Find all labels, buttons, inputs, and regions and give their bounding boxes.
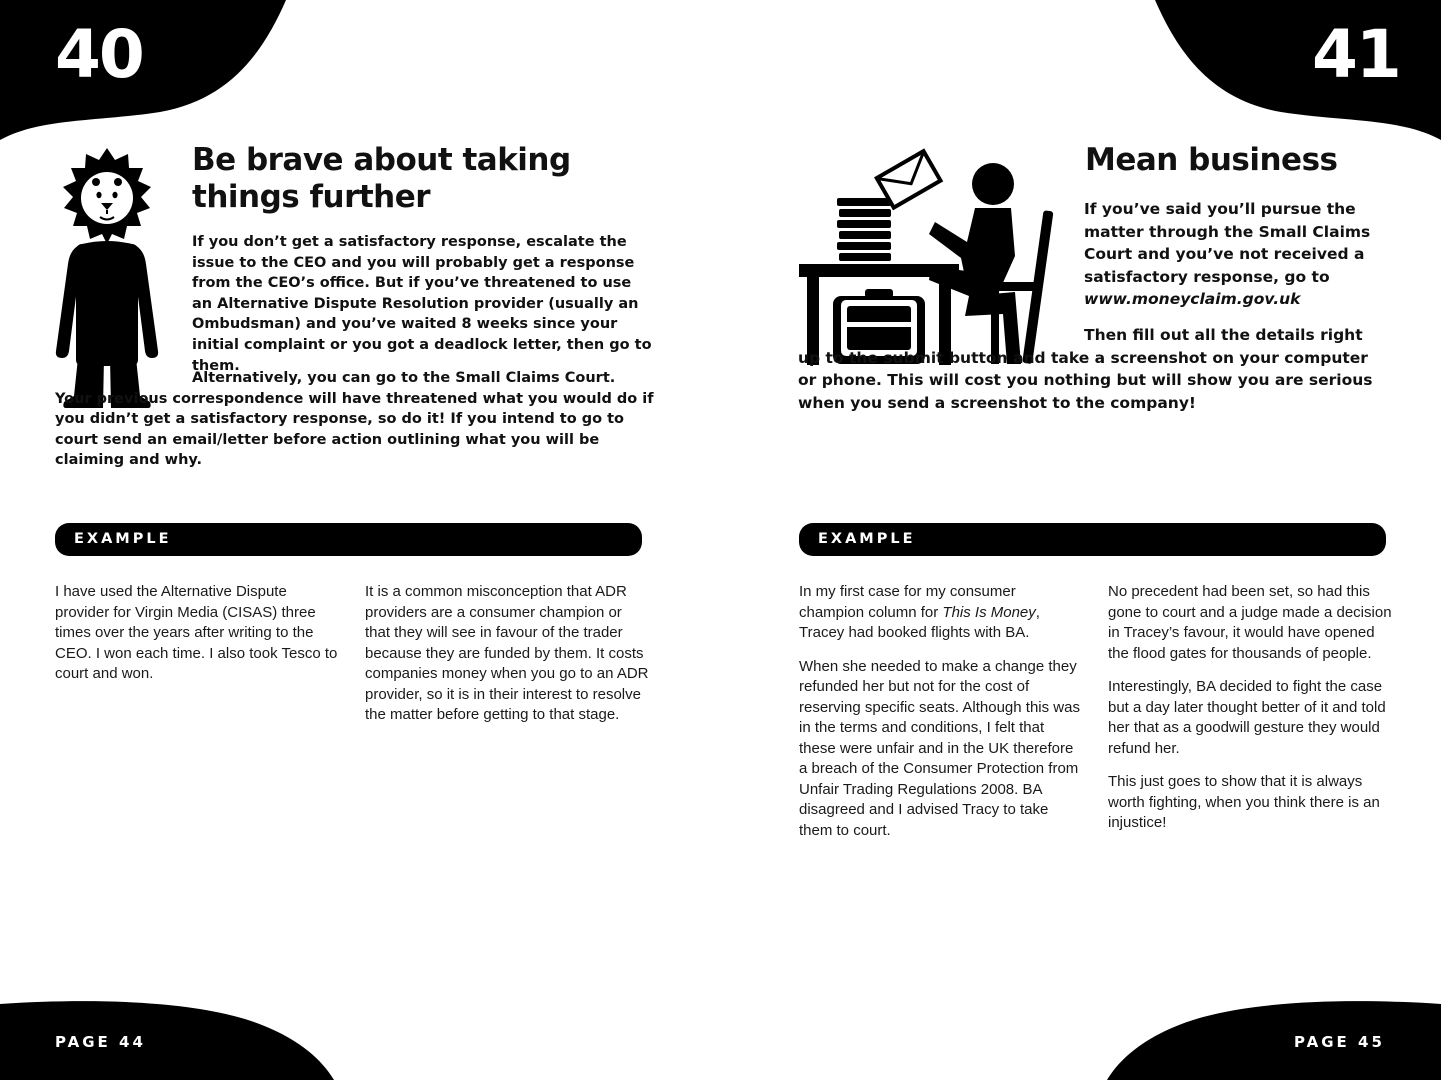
left-example-bar: EXAMPLE bbox=[55, 523, 642, 556]
left-lead-text bbox=[192, 232, 652, 376]
left-example-col-2 bbox=[365, 582, 650, 726]
left-paragraph-2: Alternatively, you can go to the Small Claims Court. Your previous correspondence will have threatened what you would do if you didn’t get a satisfactory response, so do it! If you intend to go to court send an email/letter before action outlining what you will be claiming and why. bbox=[55, 370, 654, 469]
right-example-col-2 bbox=[1108, 582, 1393, 834]
right-paragraph-2: Then fill out all the details right up to the submit button and take a screenshot on your computer or phone. This will cost you nothing but will show you are serious when you send a screenshot to the company! bbox=[798, 326, 1373, 412]
right-example-col-2-p2: Interestingly, BA decided to fight the case but a day later thought better of it and told her that as a goodwill gesture they would refund her. bbox=[1108, 678, 1386, 757]
footer-right: PAGE 45 bbox=[1294, 1033, 1385, 1051]
right-example-col-1-p1: In my first case for my consumer champion column for This Is Money, Tracey had booked flights with BA. bbox=[799, 583, 1040, 641]
right-lead-text bbox=[1084, 198, 1389, 311]
right-example-col-2-p1: No precedent had been set, so had this gone to court and a judge made a decision in Tracey’s favour, it would have opened the flood gates for thousands of people. bbox=[1108, 583, 1392, 662]
right-lead-text-2 bbox=[798, 324, 1388, 414]
left-heading: Be brave about taking things further bbox=[192, 142, 571, 215]
bottom-right-corner-shape bbox=[1101, 990, 1441, 1080]
left-example-col-1-p1: I have used the Alternative Dispute provider for Virgin Media (CISAS) three times over the years after writing to the CEO. I won each time. I also took Tesco to court and won. bbox=[55, 583, 338, 682]
right-example-col-1-p2: When she needed to make a change they refunded her but not for the cost of reserving specific seats. Although this was in the terms and conditions, I felt that these were unfair and in the UK therefore a breach of the Consumer Protection from Unfair Trading Regulations 2008. BA disagreed and I advised Tracy to take them to court. bbox=[799, 657, 1080, 839]
moneyclaim-link[interactable]: www.moneyclaim.gov.uk bbox=[1084, 290, 1301, 308]
chapter-number-left: 40 bbox=[55, 16, 143, 93]
bottom-left-corner-shape bbox=[0, 990, 340, 1080]
left-paragraph-1: If you don’t get a satisfactory response, escalate the issue to the CEO and you will probably get a response from the CEO’s office. But if you’ve threatened to use an Alternative Dispute Resolution provider (usually an Ombudsman) and you’ve waited 8 weeks since your initial complaint or you got a deadlock letter, then go to them. bbox=[192, 234, 652, 374]
right-example-col-2-p3: This just goes to show that it is always worth fighting, when you think there is an injustice! bbox=[1108, 773, 1380, 831]
right-example-bar: EXAMPLE bbox=[799, 523, 1386, 556]
right-paragraph-1: If you’ve said you’ll pursue the matter through the Small Claims Court and you’ve not received a satisfactory response, go to www.moneyclaim.gov.uk bbox=[1084, 200, 1371, 308]
right-example-col-1 bbox=[799, 582, 1084, 841]
left-example-col-2-p1: It is a common misconception that ADR providers are a consumer champion or that they will see in favour of the trader because they are funded by them. It costs companies money when you go to an ADR provider, so it is in their interest to resolve the matter before getting to that stage. bbox=[365, 583, 649, 723]
left-example-col-1 bbox=[55, 582, 340, 685]
footer-left: PAGE 44 bbox=[55, 1033, 146, 1051]
left-lead-text-2 bbox=[55, 368, 655, 471]
top-left-corner-shape bbox=[0, 0, 300, 150]
chapter-number-right: 41 bbox=[1312, 16, 1400, 93]
right-heading: Mean business bbox=[1085, 142, 1338, 178]
